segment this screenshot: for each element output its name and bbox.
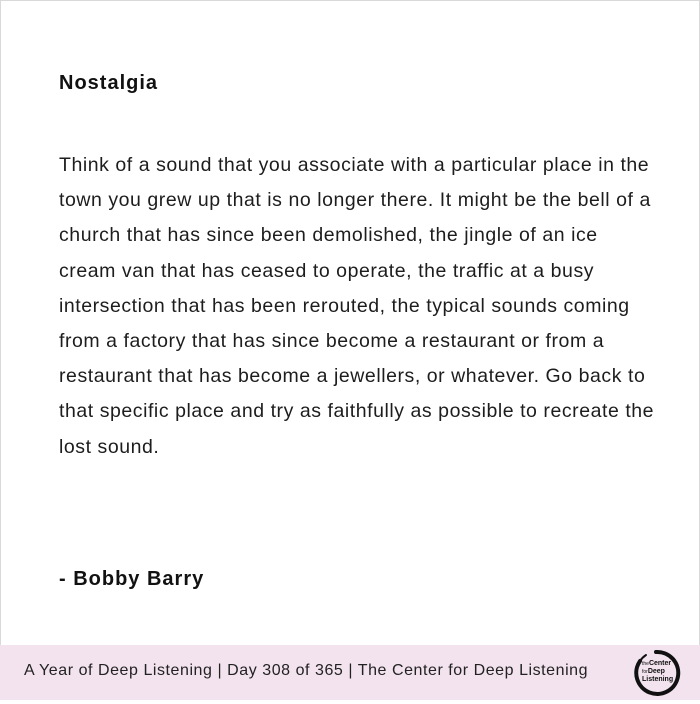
- footer-text: A Year of Deep Listening | Day 308 of 365 | The Center for Deep Listening: [24, 662, 589, 679]
- post-author: - Bobby Barry: [59, 568, 205, 590]
- post-body: Think of a sound that you associate with a particular place in the town you grew up that is no longer there. It might be the bell of a church that has since been demolished, the jingle of an ice cream van that has ceased to operate, the traffic at a busy intersection that has been rerouted, the typical sounds coming from a factory that has since become a restaurant or from a restaurant that has become a jewellers, or whatever. Go back to that specific place and try as faithfully as possible to recreate the lost sound.: [59, 154, 655, 458]
- footer-bar: [0, 645, 700, 700]
- center-for-deep-listening-logo: [632, 647, 684, 699]
- logo-text: theCenter forDeep Listening: [642, 660, 674, 683]
- post-title: Nostalgia: [59, 72, 159, 94]
